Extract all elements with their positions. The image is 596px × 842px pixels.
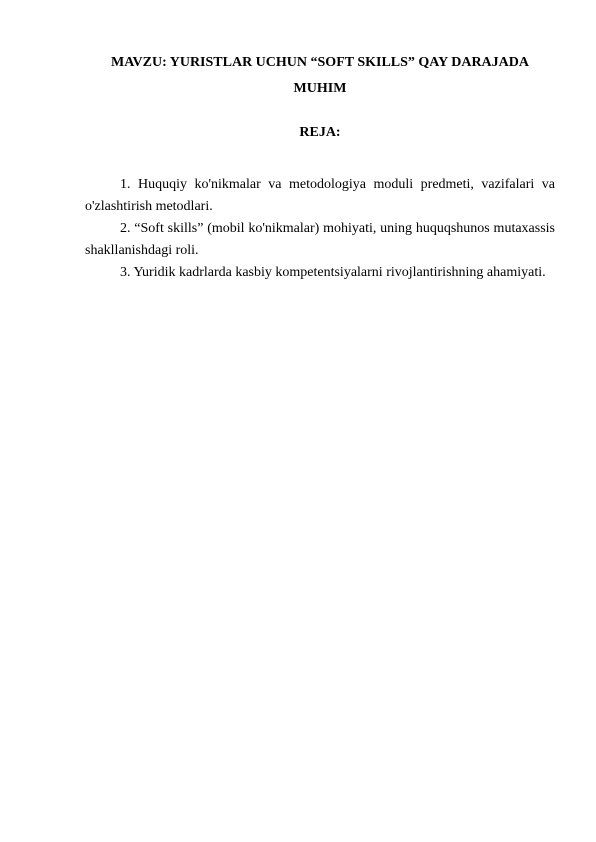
plan-list xyxy=(85,174,555,284)
plan-item-3: 3. Yuridik kadrlarda kasbiy kompetentsiyalarni rivojlantirishning ahamiyati. xyxy=(120,265,546,280)
document-title-line-2: MUHIM xyxy=(293,81,347,96)
plan-heading: REJA: xyxy=(299,125,341,140)
plan-item-2: 2. “Soft skills” (mobil ko'nikmalar) mohiyati, uning huquqshunos mutaxassis shakllanishdagi roli. xyxy=(85,221,555,258)
document-title-line-1: MAVZU: YURISTLAR UCHUN “SOFT SKILLS” QAY DARAJADA xyxy=(111,55,529,70)
plan-item-1: 1. Huquqiy ko'nikmalar va metodologiya moduli predmeti, vazifalari va o'zlashtirish metodlari. xyxy=(85,177,555,214)
